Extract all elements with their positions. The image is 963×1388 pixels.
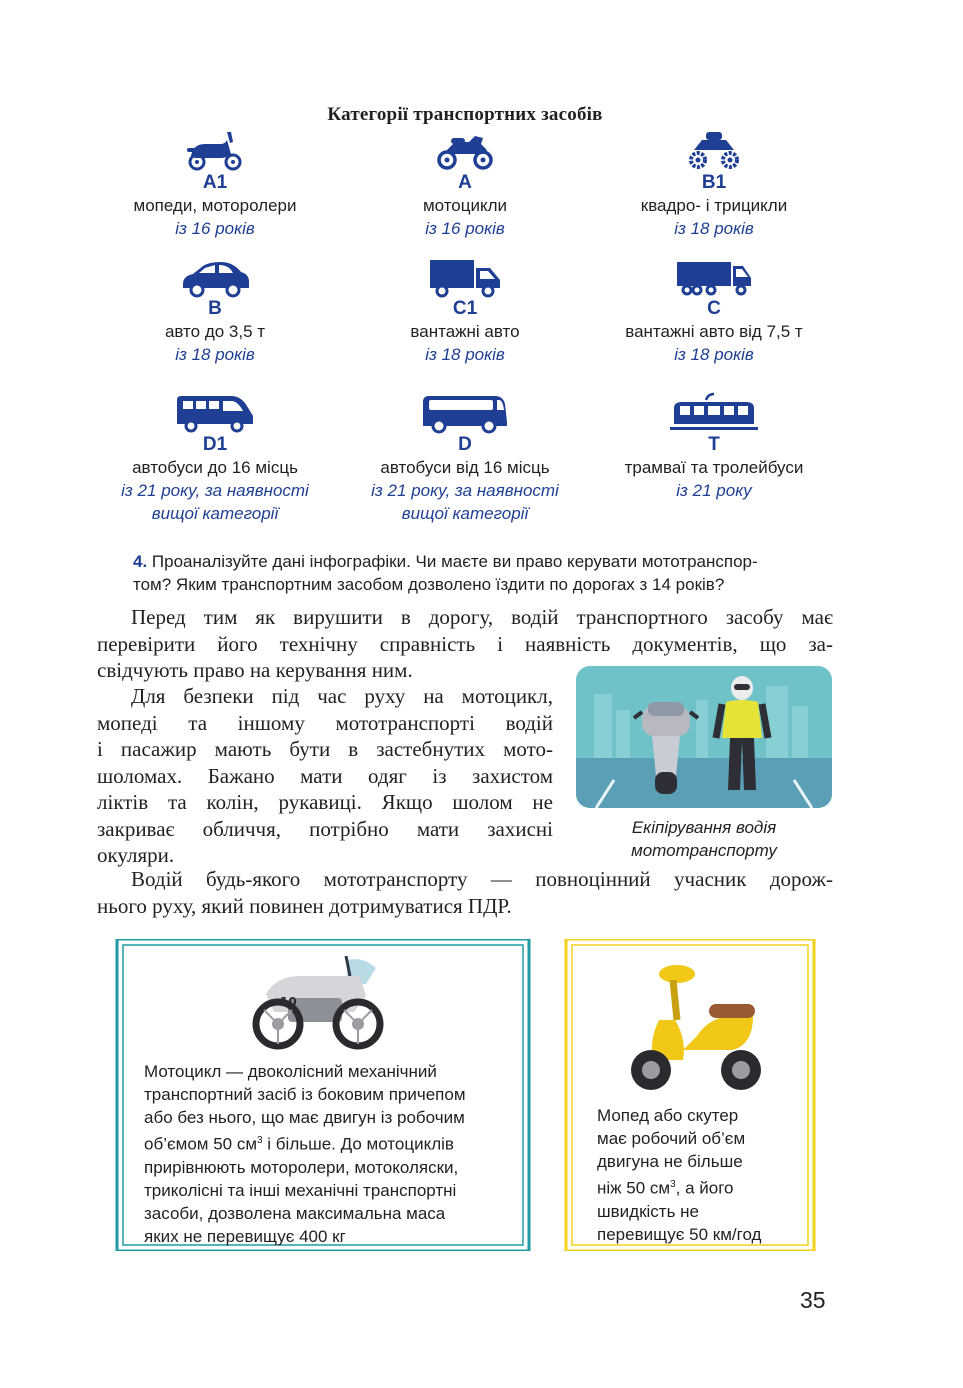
text-line: яких не перевищує 400 кг: [144, 1226, 346, 1246]
moped-definition-box: [563, 936, 817, 1254]
text-line: або без нього, що має двигун із робочим: [144, 1108, 465, 1127]
text-line: [144, 1129, 524, 1156]
category-age: із 18 років: [175, 345, 255, 364]
text-line: Для безпеки під час руху на мотоцикл,: [131, 684, 553, 708]
text-line: Мопед або скутер: [597, 1106, 739, 1125]
category-c: [589, 252, 839, 366]
bike-number: 10: [280, 995, 297, 1009]
text-line: двигуна не більше: [597, 1152, 743, 1171]
category-b1: [589, 126, 839, 240]
category-description: трамваї та тролейбуси: [624, 458, 804, 477]
category-description: автобуси до 16 місць: [132, 458, 298, 477]
category-age: із 18 років: [425, 345, 505, 364]
text-fragment: ніж 50 см: [597, 1178, 671, 1198]
category-age: із 21 року: [676, 481, 752, 500]
text-line: транспортний засіб із боковим причепом: [144, 1085, 466, 1104]
text-line: шоломах. Бажано мати одяг із захистом: [97, 763, 553, 788]
text-line: і пасажир мають бути в застебнутих мото-: [97, 737, 553, 761]
category-code: B1: [701, 172, 727, 193]
car-icon: [90, 252, 340, 298]
minibus-icon: [90, 388, 340, 434]
category-age: із 16 років: [175, 219, 255, 238]
category-description: вантажні авто: [410, 322, 520, 341]
text-line: окуляри.: [97, 843, 175, 867]
category-description: мопеди, моторолери: [133, 196, 297, 215]
page-number: 35: [800, 1287, 826, 1313]
category-code: B: [208, 298, 222, 319]
text-fragment: об’ємом 50 см: [144, 1134, 258, 1154]
question-line: Проаналізуйте дані інфографіки. Чи маєте ви право керувати мототранспор-: [151, 552, 758, 571]
category-description: мотоцикли: [422, 196, 508, 215]
text-line: перевищує 50 км/год: [597, 1224, 762, 1244]
text-line: має робочий об’єм: [597, 1129, 746, 1148]
category-c1: [340, 252, 590, 366]
text-line: нього руху, який повинен дотримуватися ПДР.: [97, 893, 512, 918]
small-truck-icon: [340, 252, 590, 298]
superscript: 3: [670, 1179, 676, 1190]
motorcycle-illustration: [248, 954, 388, 1055]
paragraph-3: [97, 866, 833, 919]
bus-icon: [340, 388, 590, 434]
category-age: із 18 років: [674, 345, 754, 364]
question-number: 4.: [133, 552, 148, 571]
category-code: C1: [452, 298, 478, 319]
question-4: [133, 550, 843, 596]
moped-illustration: [613, 962, 769, 1099]
tram-icon: [589, 388, 839, 434]
text-line: перевірити його технічну справність і наявність документів, що за-: [97, 631, 833, 656]
text-line: прирівнюють моторолери, мотоколяски,: [144, 1157, 459, 1177]
text-line: мопеді та іншому мототранспорті водій: [97, 710, 553, 735]
motorcycle-definition-text: [144, 1060, 524, 1248]
category-b: [90, 252, 340, 366]
caption-line: Екіпірування водія: [631, 818, 777, 837]
category-t: [589, 388, 839, 502]
category-d1: [90, 388, 340, 525]
category-age: із 18 років: [674, 219, 754, 238]
moped-definition-text: [597, 1104, 812, 1246]
category-age-note: вищої категорії: [401, 504, 529, 523]
category-age: із 21 року, за наявності: [371, 481, 559, 500]
category-code: D1: [202, 434, 228, 455]
text-line: Водій будь-якого мототранспорту — повноцінний учасник дорож-: [131, 867, 833, 891]
category-description: квадро- і трицикли: [640, 196, 788, 215]
text-line: Мотоцикл — двоколісний механічний: [144, 1062, 437, 1081]
category-description: вантажні авто від 7,5 т: [625, 322, 803, 341]
category-code: T: [708, 434, 720, 455]
text-line: засоби, дозволена максимальна маса: [144, 1203, 446, 1223]
text-line: Перед тим як вирушити в дорогу, водій транспортного засобу має: [131, 605, 833, 629]
text-fragment: і більше. До мотоциклів: [262, 1134, 454, 1154]
question-line: том? Яким транспортним засобом дозволено їздити по дорогах з 14 років?: [133, 575, 725, 594]
superscript: 3: [257, 1135, 263, 1146]
motorcycle-icon: [340, 126, 590, 172]
category-description: авто до 3,5 т: [164, 322, 266, 341]
category-code: D: [458, 434, 472, 455]
text-line: свідчують право на керування ним.: [97, 658, 413, 682]
text-fragment: , а його: [675, 1178, 734, 1198]
category-code: A: [458, 172, 472, 193]
category-age: із 16 років: [425, 219, 505, 238]
category-d: [340, 388, 590, 525]
category-code: A1: [202, 172, 228, 193]
scooter-icon: [90, 126, 340, 172]
truck-icon: [589, 252, 839, 298]
text-line: триколісні та інші механічні транспортні: [144, 1180, 457, 1200]
photo-caption: [576, 816, 832, 862]
text-line: закриває обличчя, потрібно мати захисні: [97, 816, 553, 841]
text-line: ліктів та колін, рукавиці. Якщо шолом не: [97, 790, 553, 814]
category-code: C: [707, 298, 721, 319]
caption-line: мототранспорту: [631, 841, 777, 860]
category-a: [340, 126, 590, 240]
quad-bike-icon: [589, 126, 839, 172]
infographic-title: Категорії транспортних засобів: [327, 104, 603, 125]
motorcycle-definition-box: [114, 936, 532, 1254]
paragraph-2: [97, 683, 553, 869]
rider-equipment-illustration: [576, 666, 832, 808]
category-age: із 21 року, за наявності: [121, 481, 309, 500]
category-description: автобуси від 16 місць: [380, 458, 550, 477]
text-line: швидкість не: [597, 1201, 700, 1221]
text-line: [597, 1173, 812, 1200]
category-age-note: вищої категорії: [151, 504, 279, 523]
category-a1: [90, 126, 340, 240]
